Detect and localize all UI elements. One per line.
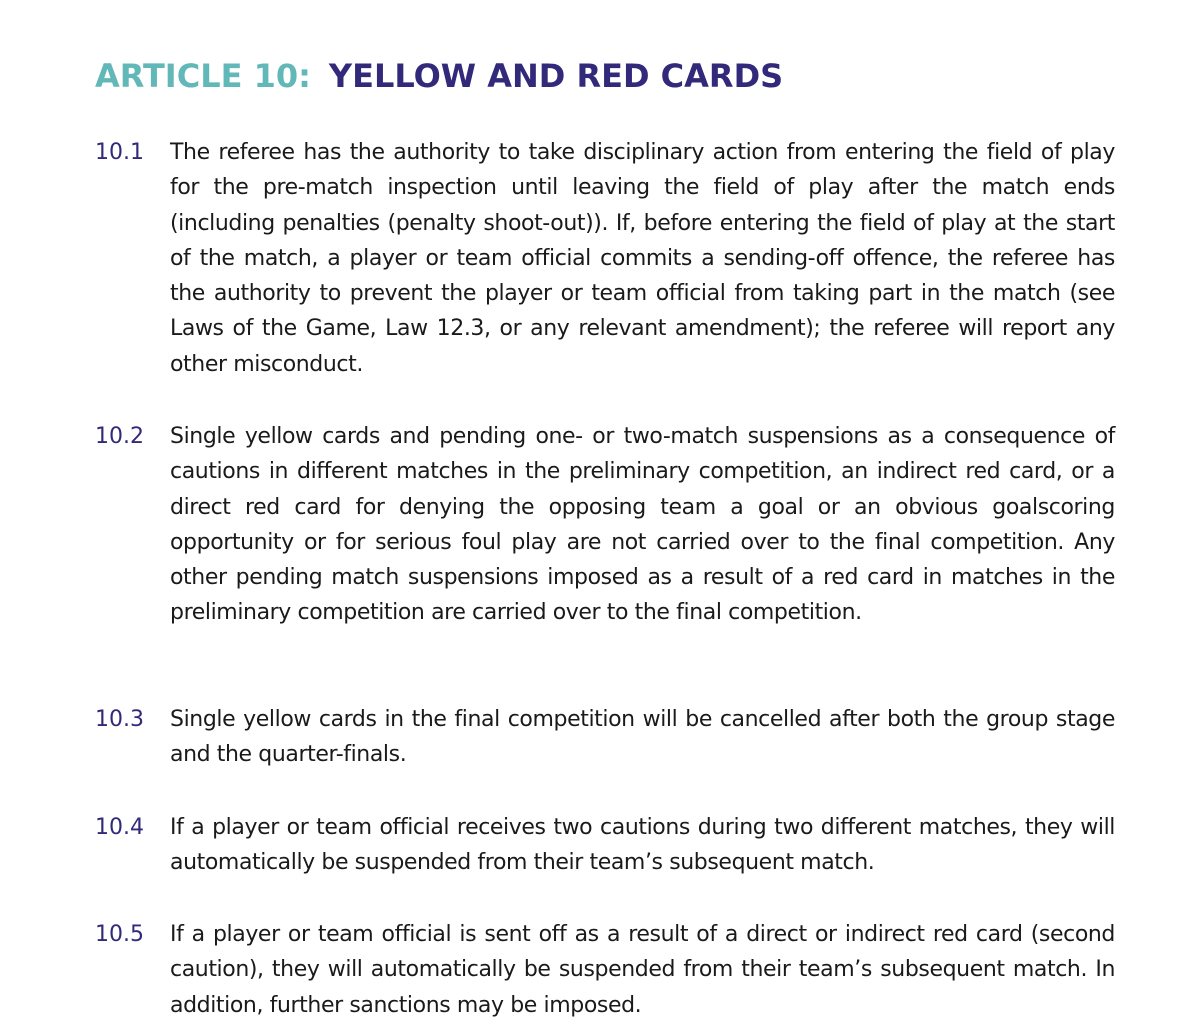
article-heading bbox=[95, 56, 783, 96]
article-title: YELLOW AND RED CARDS bbox=[328, 57, 784, 95]
clause-number: 10.5 bbox=[95, 922, 144, 947]
clause-text: The referee has the authority to take disciplinary action from entering the field of play for the pre-match inspection until leaving the field of play after the match ends (including penalties (penalty shoot-out)). If, before entering the field of play at the start of the match, a player or team official commits a sending-off offence, the referee has the authority to prevent the player or team official from taking part in the match (see Laws of the Game, Law 12.3, or any relevant amendment); the referee will report any other misconduct. bbox=[170, 140, 1115, 377]
clause-text: If a player or team official is sent off as a result of a direct or indirect red card (second caution), they will automatically be suspended from their team’s subsequent match. In addition, further sanctions may be imposed. bbox=[170, 922, 1115, 1018]
clause-number: 10.4 bbox=[95, 815, 144, 840]
clause-number: 10.2 bbox=[95, 424, 144, 449]
article-number: ARTICLE 10: bbox=[95, 57, 311, 95]
clause-text: If a player or team official receives two cautions during two different matches, they will automatically be suspended from their team’s subsequent match. bbox=[170, 815, 1115, 876]
clause-number: 10.3 bbox=[95, 707, 144, 732]
clause-text: Single yellow cards and pending one- or two-match suspensions as a consequence of cautions in different matches in the preliminary competition, an indirect red card, or a direct red card for denying the opposing team a goal or an obvious goalscoring opportunity or for serious foul play are not carried over to the final competition. Any other pending match suspensions imposed as a result of a red card in matches in the preliminary competition are carried over to the final competition. bbox=[170, 424, 1115, 626]
clause-text: Single yellow cards in the final competition will be cancelled after both the group stage and the quarter-finals. bbox=[170, 707, 1115, 768]
clause-number: 10.1 bbox=[95, 140, 144, 165]
